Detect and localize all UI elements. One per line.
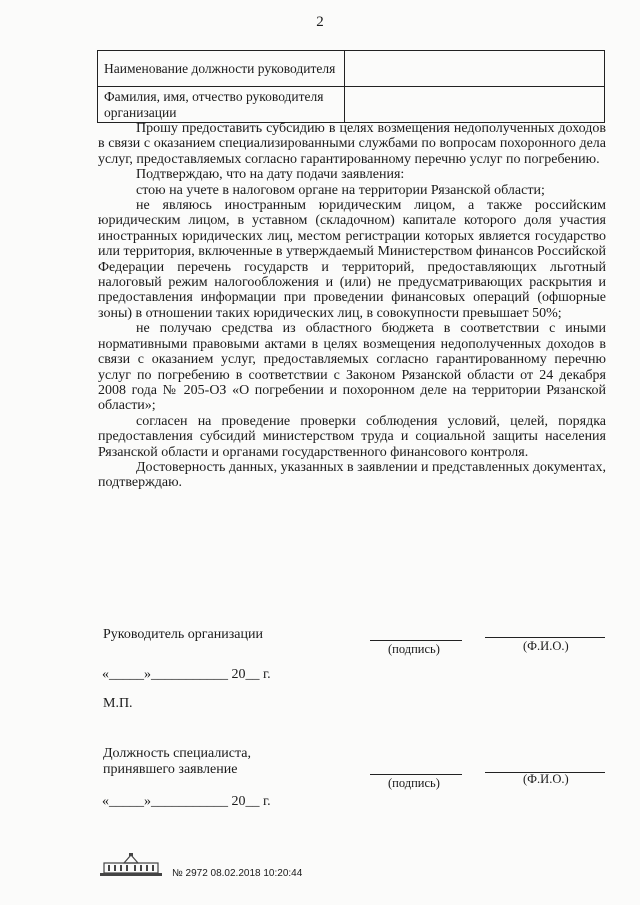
condition-tax-registration: стою на учете в налоговом органе на территории Рязанской области; (136, 182, 545, 198)
head-name-line (485, 637, 605, 638)
specialist-signature-line (370, 774, 462, 775)
registration-stamp: № 2972 08.02.2018 10:20:44 (172, 868, 303, 879)
condition-foreign-entity: не являюсь иностранным юридическим лицом, а также российским юридическим лицом, в уставном (складочном) капитале которого доля участия иностранных юридических лиц, местом регистрации которых является государство или территория, включенные в утверждаемый Министерством финансов Российской Федерации перечень государств и территорий, предоставляющих льготный налоговый режим налогообложения и (или) не предусматривающих раскрытия и предоставления информации при проведении финансовых операций (офшорные зоны) в отношении таких юридических лиц, в совокупности превышает 50%; (98, 198, 606, 321)
table-row (98, 87, 605, 123)
specialist-label-line2: принявшего заявление (103, 762, 238, 777)
applicant-info-table (97, 50, 605, 123)
specialist-label-line1: Должность специалиста, (103, 746, 252, 761)
specialist-name-caption: (Ф.И.О.) (523, 772, 569, 786)
head-date-line: «_____»___________ 20__ г. (102, 667, 271, 682)
head-signature-label: Руководитель организации (103, 627, 263, 642)
head-name-value (345, 87, 605, 123)
position-label: Наименование должности руководителя (98, 51, 345, 87)
head-signature-caption: (подпись) (388, 642, 440, 656)
accuracy-confirmation: Достоверность данных, указанных в заявлении и представленных документах, подтверждаю. (98, 459, 606, 491)
confirm-intro: Подтверждаю, что на дату подачи заявления: (136, 167, 405, 183)
head-name-caption: (Ф.И.О.) (523, 639, 569, 653)
application-body (98, 121, 606, 491)
head-name-label: Фамилия, имя, отчество руководителя организации (98, 87, 345, 123)
specialist-signature-caption: (подпись) (388, 776, 440, 790)
position-value (345, 51, 605, 87)
page-number: 2 (316, 14, 324, 30)
head-signature-line (370, 640, 462, 641)
table-row (98, 51, 605, 87)
seal-placeholder: М.П. (103, 696, 133, 711)
specialist-date-line: «_____»___________ 20__ г. (102, 794, 271, 809)
condition-audit-consent: согласен на проведение проверки соблюдения условий, целей, порядка предоставления субсидий министерством труда и социальной защиты населения Рязанской области и органами государственного финансового контроля. (98, 413, 606, 460)
request-paragraph: Прошу предоставить субсидию в целях возмещения недополученных доходов в связи с оказанием специализированными службами по вопросам похоронного дела услуг, предоставляемых согласно гарантированному перечню услуг по погребению. (98, 121, 606, 167)
specialist-label (103, 746, 251, 778)
government-building-icon (98, 852, 164, 883)
condition-no-other-funds: не получаю средства из областного бюджета в соответствии с иными нормативными правовыми актами в целях возмещения недополученных доходов в связи с оказанием услуг, предоставляемых согласно гарантированному перечню услуг по погребению в соответствии с Законом Рязанской области от 24 декабря 2008 года № 205-ОЗ «О погребении и похоронном деле на территории Рязанской области»; (98, 321, 606, 414)
